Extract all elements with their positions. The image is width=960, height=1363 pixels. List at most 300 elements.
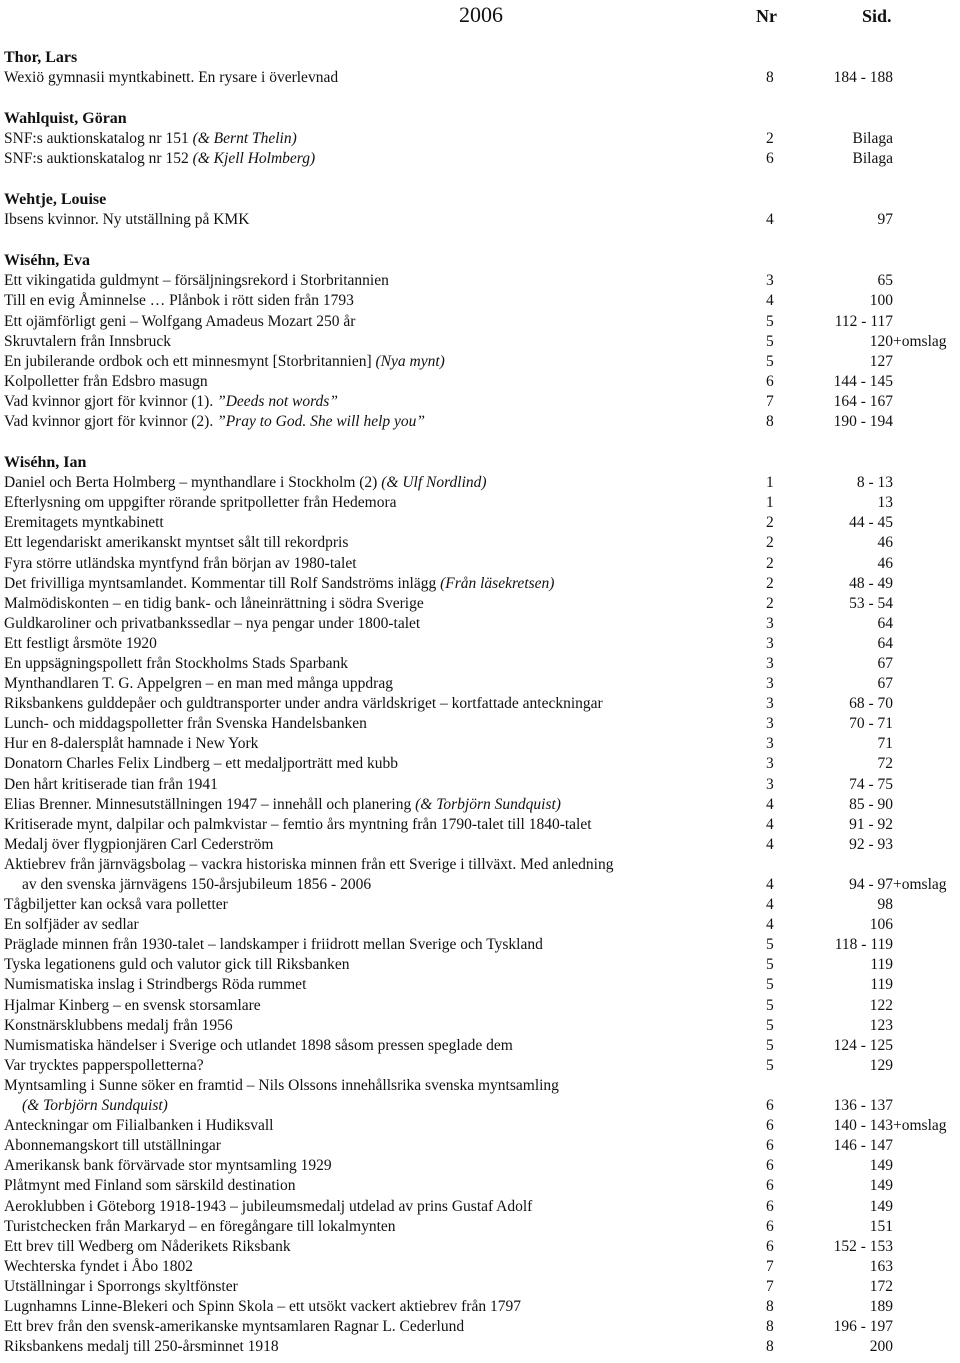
author-name: Thor, Lars	[4, 49, 78, 66]
issue-number: 6	[766, 1177, 774, 1195]
page-reference	[810, 674, 960, 694]
article-title	[4, 654, 764, 674]
article-entry	[4, 915, 960, 935]
article-entry	[4, 68, 960, 88]
article-title	[4, 634, 764, 654]
article-title	[4, 1317, 764, 1337]
article-title	[4, 1076, 764, 1096]
article-title	[4, 210, 764, 230]
issue-number: 8	[766, 69, 774, 86]
article-title-text: Tyska legationens guld och valutor gick till Riksbanken	[4, 956, 350, 974]
page-range: 67	[877, 675, 893, 693]
page-reference	[810, 210, 960, 230]
issue-number: 7	[766, 392, 774, 410]
issue-number: 6	[766, 150, 774, 168]
page-reference	[810, 654, 960, 674]
page-reference	[810, 1156, 960, 1176]
page-range: 149	[869, 1197, 893, 1215]
article-entry	[4, 129, 960, 149]
article-title-text: Till en evig Åminnelse … Plånbok i rött siden från 1793	[4, 292, 354, 310]
article-entry	[4, 1297, 960, 1317]
issue-number: 3	[766, 715, 774, 733]
article-entry	[4, 473, 960, 493]
article-entry	[4, 1176, 960, 1196]
article-entry	[4, 1156, 960, 1176]
article-entry	[4, 694, 960, 714]
page-reference	[810, 352, 960, 372]
article-title-text: Lugnhamns Linne-Blekeri och Spinn Skola – ett utsökt vackert aktiebrev från 1797	[4, 1297, 521, 1315]
issue-number: 3	[766, 775, 774, 793]
article-entry	[4, 775, 960, 795]
page-range: 144 - 145	[833, 372, 893, 390]
issue-number: 5	[766, 956, 774, 974]
issue-number: 8	[766, 1297, 774, 1315]
page-reference	[810, 935, 960, 955]
page-range: 149	[869, 1177, 893, 1195]
article-title	[4, 412, 764, 432]
issue-number: 2	[766, 130, 774, 148]
article-title	[4, 1176, 764, 1196]
article-title	[4, 754, 764, 774]
issue-number: 8	[766, 413, 774, 431]
issue-number: 5	[766, 976, 774, 994]
article-entry	[4, 271, 960, 291]
article-title	[4, 1217, 764, 1237]
page-range: Bilaga	[852, 130, 893, 148]
article-title-text: Ett brev till Wedberg om Nåderikets Riksbank	[4, 1237, 291, 1255]
article-title	[4, 855, 764, 875]
issue-number: 5	[766, 936, 774, 954]
article-title-text: En jubilerande ordbok och ett minnesmynt [Storbritannien]	[4, 352, 376, 370]
article-entry	[4, 1076, 960, 1116]
issue-number: 6	[766, 1217, 774, 1235]
author-name: Wiséhn, Eva	[4, 252, 90, 270]
article-entry	[4, 1056, 960, 1076]
article-title-text: Hur en 8-dalersplåt hamnade i New York	[4, 735, 259, 753]
page-range: 151	[869, 1217, 893, 1235]
section-spacer	[4, 432, 960, 453]
article-title-text: Skruvtalern från Innsbruck	[4, 332, 172, 350]
article-entry	[4, 312, 960, 332]
section-spacer	[4, 169, 960, 190]
article-title-text: Det frivilliga myntsamlandet. Kommentar till Rolf Sandströms inlägg	[4, 574, 441, 592]
page-reference	[810, 915, 960, 935]
article-entry	[4, 533, 960, 553]
article-title	[4, 1156, 764, 1176]
issue-number: 4	[766, 916, 774, 934]
article-title	[4, 1016, 764, 1036]
article-title-text: Kolpolletter från Edsbro masugn	[4, 372, 208, 390]
article-title	[4, 291, 764, 311]
page-reference	[810, 714, 960, 734]
article-title-text: Daniel och Berta Holmberg – mynthandlare i Stockholm (2)	[4, 474, 382, 492]
page-reference	[810, 1237, 960, 1257]
issue-number: 5	[766, 352, 774, 370]
page-reference	[810, 835, 960, 855]
issue-number: 2	[766, 554, 774, 572]
article-title	[4, 795, 764, 815]
issue-number: 8	[766, 1338, 774, 1356]
page-reference	[810, 1217, 960, 1237]
page-reference	[810, 795, 960, 815]
page-range: 119	[870, 956, 893, 974]
author-index	[4, 48, 960, 1357]
page-range: 53 - 54	[849, 594, 893, 612]
article-title	[4, 129, 764, 149]
page-range: 72	[877, 755, 893, 773]
article-title-note: (Nya mynt)	[375, 352, 445, 370]
page-range: 74 - 75	[849, 775, 893, 793]
issue-number: 4	[766, 292, 774, 310]
page-reference	[810, 1337, 960, 1357]
article-title	[4, 513, 764, 533]
article-title-text: Kritiserade mynt, dalpilar och palmkvistar – femtio års myntning från 1790-talet till 1840-talet	[4, 815, 592, 833]
article-title-note: (& Kjell Holmberg)	[192, 150, 316, 168]
page-reference	[810, 1016, 960, 1036]
article-entry	[4, 855, 960, 895]
article-title-text: Ett brev från den svensk-amerikanske myntsamlaren Ragnar L. Cederlund	[4, 1318, 465, 1336]
article-title	[4, 775, 764, 795]
article-title-text: Eremitagets myntkabinett	[4, 514, 164, 532]
article-entry	[4, 210, 960, 230]
page-range: 163	[869, 1257, 893, 1275]
page-range: 8 - 13	[856, 474, 893, 492]
article-title-text: Turistchecken från Markaryd – en föregångare till lokalmynten	[4, 1217, 396, 1235]
article-title-text: Aeroklubben i Göteborg 1918-1943 – jubileumsmedalj utdelad av prins Gustaf Adolf	[4, 1197, 533, 1215]
issue-number: 6	[766, 1117, 774, 1135]
article-title-text: Ibsens kvinnor. Ny utställning på KMK	[4, 211, 250, 229]
article-entry	[4, 412, 960, 432]
page-range: 140 - 143	[833, 1117, 893, 1135]
issue-number: 6	[766, 372, 774, 390]
issue-number: 5	[766, 332, 774, 350]
page-range: 94 - 97	[849, 876, 893, 893]
article-title-text: Medalj över flygpionjären Carl Cederström	[4, 835, 274, 853]
page-range: 97	[877, 211, 893, 229]
article-title	[4, 614, 764, 634]
article-title	[4, 352, 764, 372]
article-title	[4, 815, 764, 835]
page-range: 67	[877, 654, 893, 672]
article-title	[4, 392, 764, 412]
article-entry	[4, 1016, 960, 1036]
page-range: 92 - 93	[849, 835, 893, 853]
page-range: 124 - 125	[833, 1036, 893, 1054]
page-reference	[810, 1056, 960, 1076]
article-entry	[4, 149, 960, 169]
page-range: 118 - 119	[834, 936, 893, 954]
issue-number: 2	[766, 594, 774, 612]
page-reference	[810, 1036, 960, 1056]
author-section	[4, 251, 960, 432]
article-title	[4, 955, 764, 975]
article-title-text: Riksbankens medalj till 250-årsminnet 1918	[4, 1338, 279, 1356]
page-reference	[810, 955, 960, 975]
article-title	[4, 694, 764, 714]
page-column-header: Sid.	[862, 6, 892, 26]
page-range: 190 - 194	[833, 413, 893, 431]
issue-number-column-header: Nr	[756, 6, 777, 26]
page-range: 48 - 49	[849, 574, 893, 592]
page-reference	[810, 1257, 960, 1277]
article-entry	[4, 674, 960, 694]
article-title	[4, 1297, 764, 1317]
article-title-text: Ett legendariskt amerikanskt myntset sålt till rekordpris	[4, 534, 349, 552]
page-reference	[810, 775, 960, 795]
issue-number: 6	[766, 1157, 774, 1175]
page-range: 85 - 90	[849, 795, 893, 813]
page-range: 136 - 137	[833, 1097, 893, 1115]
article-entry	[4, 935, 960, 955]
issue-number: 3	[766, 675, 774, 693]
article-title	[4, 935, 764, 955]
article-title-text: Guldkaroliner och privatbankssedlar – nya pengar under 1800-talet	[4, 614, 421, 632]
article-title-text: Ett ojämförligt geni – Wolfgang Amadeus Mozart 250 år	[4, 312, 356, 330]
issue-number: 5	[766, 312, 774, 330]
author-name: Wahlquist, Göran	[4, 110, 127, 128]
issue-number: 4	[766, 876, 774, 893]
page-reference	[810, 1197, 960, 1217]
page-extra: +omslag	[893, 1117, 947, 1135]
page-reference	[810, 332, 960, 352]
article-title	[4, 734, 764, 754]
article-title-text: Abonnemangskort till utställningar	[4, 1137, 221, 1155]
article-entry	[4, 754, 960, 774]
article-title	[4, 835, 764, 855]
article-title-text: Myntsamling i Sunne söker en framtid – Nils Olssons innehållsrika svenska myntsamling	[4, 1076, 559, 1094]
page-range: 146 - 147	[833, 1137, 893, 1155]
article-entry	[4, 291, 960, 311]
article-entry	[4, 372, 960, 392]
page-range: 46	[877, 534, 893, 552]
article-title	[4, 1237, 764, 1257]
issue-number: 3	[766, 272, 774, 290]
article-title	[4, 996, 764, 1016]
article-title-text: Elias Brenner. Minnesutställningen 1947 – innehåll och planering	[4, 795, 416, 813]
issue-number: 5	[766, 1036, 774, 1054]
page-reference	[810, 875, 960, 895]
article-title-text: Numismatiska inslag i Strindbergs Röda rummet	[4, 976, 307, 994]
article-title-text: En uppsägningspollett från Stockholms Stads Sparbank	[4, 654, 348, 672]
page-reference	[810, 614, 960, 634]
article-entry	[4, 955, 960, 975]
article-title-note: (Från läsekretsen)	[440, 574, 555, 592]
article-title-text: Utställningar i Sporrongs skyltfönster	[4, 1277, 238, 1295]
page-range: 119	[870, 976, 893, 994]
article-title	[4, 574, 764, 594]
article-title	[4, 493, 764, 513]
article-title-text: Präglade minnen från 1930-talet – landskamper i friidrott mellan Sverige och Tyskland	[4, 936, 543, 954]
article-entry	[4, 835, 960, 855]
article-title	[4, 1257, 764, 1277]
page-range: 70 - 71	[849, 715, 893, 733]
page-reference	[810, 1176, 960, 1196]
page-year: 2006	[459, 2, 503, 27]
issue-number: 2	[766, 574, 774, 592]
page-range: 71	[877, 735, 893, 753]
article-title-note: (& Torbjörn Sundquist)	[22, 1097, 168, 1115]
author-section	[4, 453, 960, 1357]
article-entry	[4, 1197, 960, 1217]
page-range: 112 - 117	[834, 312, 893, 330]
article-title-text: Numismatiska händelser i Sverige och utlandet 1898 såsom pressen speglade dem	[4, 1036, 513, 1054]
page-range: 127	[869, 352, 893, 370]
issue-number: 6	[766, 1137, 774, 1155]
article-title-text: Vad kvinnor gjort för kvinnor (2).	[4, 413, 218, 431]
page-reference	[810, 149, 960, 169]
article-title-text: Efterlysning om uppgifter rörande spritpolletter från Hedemora	[4, 494, 397, 512]
article-title	[4, 312, 764, 332]
page-reference	[810, 392, 960, 412]
page-reference	[810, 533, 960, 553]
article-title-text: En solfjäder av sedlar	[4, 916, 139, 934]
article-title	[4, 372, 764, 392]
page-reference	[810, 412, 960, 432]
issue-number: 3	[766, 695, 774, 713]
article-entry	[4, 795, 960, 815]
issue-number: 7	[766, 1277, 774, 1295]
article-title-note: ”Pray to God. She will help you”	[217, 413, 426, 431]
page-reference	[810, 996, 960, 1016]
issue-number: 6	[766, 1097, 774, 1115]
article-entry	[4, 1337, 960, 1357]
section-spacer	[4, 88, 960, 109]
article-entry	[4, 352, 960, 372]
page-reference	[810, 1277, 960, 1297]
issue-number: 5	[766, 1056, 774, 1074]
article-title	[4, 1116, 764, 1136]
article-title-text: Ett festligt årsmöte 1920	[4, 634, 157, 652]
article-entry	[4, 634, 960, 654]
article-title	[4, 975, 764, 995]
page-reference	[810, 574, 960, 594]
article-title-text: Wechterska fyndet i Åbo 1802	[4, 1257, 194, 1275]
page-range: 64	[877, 614, 893, 632]
page-reference	[810, 815, 960, 835]
article-title-text: Lunch- och middagspolletter från Svenska Handelsbanken	[4, 715, 367, 733]
page-reference	[810, 1116, 960, 1136]
article-title-text: Den hårt kritiserade tian från 1941	[4, 775, 218, 793]
article-title-continued: av den svenska järnvägens 150-årsjubileum 1856 - 2006	[22, 876, 372, 893]
author-section	[4, 190, 960, 230]
issue-number: 2	[766, 534, 774, 552]
article-title	[4, 554, 764, 574]
article-title	[4, 594, 764, 614]
page-range: 172	[869, 1277, 893, 1295]
page-reference	[810, 754, 960, 774]
article-title-text: Fyra större utländska myntfynd från början av 1980-talet	[4, 554, 357, 572]
article-title-text: SNF:s auktionskatalog nr 152	[4, 150, 193, 168]
page-reference	[810, 734, 960, 754]
page-reference	[810, 554, 960, 574]
article-title-text: Malmödiskonten – en tidig bank- och låneinrättning i södra Sverige	[4, 594, 424, 612]
page-reference	[810, 312, 960, 332]
article-entry	[4, 815, 960, 835]
article-entry	[4, 1257, 960, 1277]
article-entry	[4, 654, 960, 674]
author-section	[4, 109, 960, 169]
article-title	[4, 1337, 764, 1357]
article-title-text: SNF:s auktionskatalog nr 151	[4, 130, 193, 148]
page-reference	[810, 694, 960, 714]
page-range: 196 - 197	[833, 1318, 893, 1336]
article-entry	[4, 1277, 960, 1297]
page-range: 120	[869, 332, 893, 350]
page-range: 123	[869, 1016, 893, 1034]
article-title	[4, 332, 764, 352]
article-title-text: Vad kvinnor gjort för kvinnor (1).	[4, 392, 218, 410]
article-entry	[4, 392, 960, 412]
issue-number: 4	[766, 211, 774, 229]
issue-number: 4	[766, 896, 774, 914]
article-title-note: (& Torbjörn Sundquist)	[415, 795, 561, 813]
article-entry	[4, 1217, 960, 1237]
article-entry	[4, 734, 960, 754]
author-section	[4, 48, 960, 88]
page-reference	[810, 68, 960, 88]
page-range: 44 - 45	[849, 514, 893, 532]
page-reference	[810, 975, 960, 995]
issue-number: 1	[766, 494, 774, 512]
article-title	[4, 68, 764, 88]
article-title-text: Var trycktes papperspolletterna?	[4, 1056, 204, 1074]
article-title-note: (& Ulf Nordlind)	[381, 474, 487, 492]
page-range: 68 - 70	[849, 695, 893, 713]
article-title	[4, 271, 764, 291]
article-entry	[4, 1237, 960, 1257]
page-range: 122	[869, 996, 893, 1014]
page-reference	[810, 1136, 960, 1156]
issue-number: 6	[766, 1197, 774, 1215]
page-range: 129	[869, 1056, 893, 1074]
issue-number: 5	[766, 1016, 774, 1034]
article-title	[4, 1277, 764, 1297]
article-title	[4, 1136, 764, 1156]
article-entry	[4, 594, 960, 614]
article-title-text: Aktiebrev från järnvägsbolag – vackra historiska minnen från ett Sverige i tillväxt. Med anledning	[4, 855, 614, 873]
page-range: 46	[877, 554, 893, 572]
page-reference	[810, 291, 960, 311]
article-entry	[4, 574, 960, 594]
issue-number: 3	[766, 614, 774, 632]
article-title	[4, 714, 764, 734]
article-title	[4, 1197, 764, 1217]
article-title-text: Plåtmynt med Finland som särskild destination	[4, 1177, 296, 1195]
page-reference	[810, 1096, 960, 1116]
page-reference	[810, 372, 960, 392]
article-entry	[4, 996, 960, 1016]
page-reference	[810, 271, 960, 291]
article-entry	[4, 975, 960, 995]
page-extra: +omslag	[893, 876, 947, 893]
issue-number: 8	[766, 1318, 774, 1336]
article-title-text: Ett vikingatida guldmynt – försäljningsrekord i Storbritannien	[4, 272, 389, 290]
article-entry	[4, 614, 960, 634]
issue-number: 3	[766, 634, 774, 652]
article-title	[4, 1056, 764, 1076]
issue-number: 2	[766, 514, 774, 532]
article-entry	[4, 332, 960, 352]
issue-number: 5	[766, 996, 774, 1014]
article-title	[4, 1036, 764, 1056]
article-entry	[4, 513, 960, 533]
issue-number: 1	[766, 474, 774, 492]
article-title	[4, 149, 764, 169]
article-title	[4, 895, 764, 915]
page-reference	[810, 513, 960, 533]
article-title-text: Donatorn Charles Felix Lindberg – ett medaljporträtt med kubb	[4, 755, 399, 773]
page-range: 189	[869, 1297, 893, 1315]
